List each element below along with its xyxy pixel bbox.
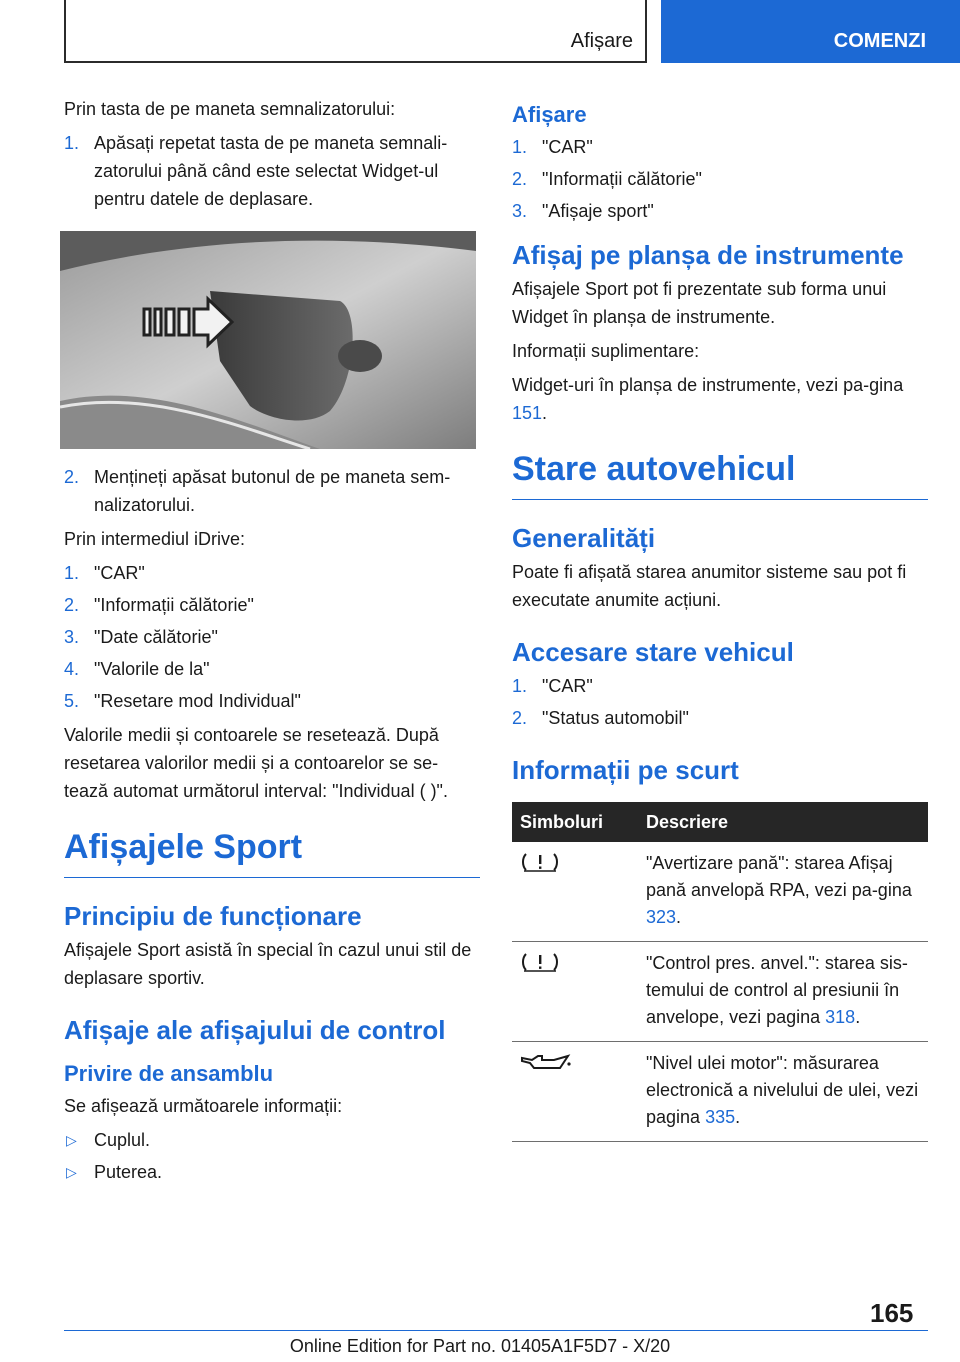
step-item bbox=[64, 623, 480, 651]
step-number: 2. bbox=[64, 595, 80, 615]
steps-stalk-b bbox=[64, 463, 480, 519]
heading-instrument-panel: Afișaj pe planșa de instrumente bbox=[512, 240, 904, 270]
principle-text: Afișajele Sport asistă în special în cazul unui stil de deplasare sportiv. bbox=[64, 940, 472, 988]
step-item bbox=[64, 129, 480, 213]
page-number: 165 bbox=[870, 1298, 914, 1328]
step-text: "CAR" bbox=[542, 137, 593, 157]
heading-control-display: Afișaje ale afișajului de control bbox=[64, 1015, 446, 1045]
step-number: 5. bbox=[64, 691, 80, 711]
step-text: "Status automobil" bbox=[542, 708, 689, 728]
page-link-151[interactable]: 151 bbox=[512, 403, 543, 423]
step-item bbox=[64, 591, 480, 619]
reset-text: Valorile medii și contoarele se resetează. După resetarea valorilor medii și a contoarelor se se-tează automat următorul interval: "Individual ( )". bbox=[64, 725, 448, 801]
step-text: Mențineți apăsat butonul de pe maneta sem-nalizatorului. bbox=[94, 467, 451, 515]
description-cell: "Control pres. anvel.": starea sis-temului de control al presiunii în anvelope, vezi pagina 318. bbox=[638, 942, 928, 1042]
symbols-table bbox=[512, 802, 928, 1142]
description-text: "Nivel ulei motor": măsurarea electronică a nivelului de ulei, vezi pagina bbox=[646, 1053, 919, 1127]
tire-pressure-warning-icon bbox=[520, 952, 560, 972]
overview-bullets bbox=[64, 1126, 480, 1186]
widgets-text: Widget-uri în planșa de instrumente, vezi pa-gina bbox=[512, 375, 904, 395]
panel-text: Afișajele Sport pot fi prezentate sub forma unui Widget în planșa de instrumente. bbox=[512, 279, 887, 327]
step-number: 2. bbox=[64, 467, 80, 487]
step-item bbox=[512, 133, 928, 161]
step-item bbox=[512, 704, 928, 732]
description-text: "Avertizare pană": starea Afișaj pană anvelopă RPA, vezi pa-gina bbox=[646, 853, 912, 900]
footer-divider bbox=[64, 1330, 928, 1331]
step-text: "Informații călătorie" bbox=[94, 595, 254, 615]
table-row bbox=[512, 842, 928, 942]
bullet-item bbox=[64, 1126, 480, 1154]
table-row bbox=[512, 1042, 928, 1142]
step-number: 2. bbox=[512, 169, 528, 189]
symbol-cell bbox=[512, 1042, 638, 1142]
extra-info-label: Informații suplimentare: bbox=[512, 341, 700, 361]
column-header-symbols: Simboluri bbox=[512, 802, 638, 842]
general-text: Poate fi afișată starea anumitor sisteme sau pot fi executate anumite acțiuni. bbox=[512, 562, 907, 610]
step-number: 1. bbox=[512, 676, 528, 696]
step-item bbox=[64, 559, 480, 587]
step-number: 1. bbox=[512, 137, 528, 157]
header-chapter-title: COMENZI bbox=[833, 30, 926, 52]
steps-stalk-a bbox=[64, 129, 480, 213]
bullet-text: Cuplul. bbox=[94, 1130, 151, 1150]
step-number: 3. bbox=[64, 627, 80, 647]
turn-signal-stalk-photo bbox=[60, 231, 476, 449]
description-cell: "Nivel ulei motor": măsurarea electronică a nivelului de ulei, vezi pagina 335. bbox=[638, 1042, 928, 1142]
page-link-335[interactable]: 335 bbox=[705, 1107, 736, 1127]
steps-access bbox=[512, 672, 928, 732]
table-row bbox=[512, 942, 928, 1042]
step-text: "Informații călătorie" bbox=[542, 169, 702, 189]
triangle-bullet-icon: ▷ bbox=[66, 1164, 77, 1180]
left-column bbox=[64, 95, 480, 1192]
bullet-text: Puterea. bbox=[94, 1162, 163, 1182]
step-number: 4. bbox=[64, 659, 80, 679]
heading-overview: Privire de ansamblu bbox=[64, 1061, 274, 1086]
step-item bbox=[64, 687, 480, 715]
step-text: "Afișaje sport" bbox=[542, 201, 654, 221]
oil-can-icon bbox=[520, 1052, 572, 1072]
bullet-item bbox=[64, 1158, 480, 1186]
step-text: "Resetare mod Individual" bbox=[94, 691, 301, 711]
page-link-318[interactable]: 318 bbox=[825, 1007, 856, 1027]
heading-sport-displays: Afișajele Sport bbox=[64, 827, 480, 878]
heading-principle: Principiu de funcționare bbox=[64, 901, 362, 931]
triangle-bullet-icon: ▷ bbox=[66, 1132, 77, 1148]
step-item bbox=[512, 165, 928, 193]
symbol-cell bbox=[512, 942, 638, 1042]
widgets-reference: Widget-uri în planșa de instrumente, vezi pa-gina 151. bbox=[512, 375, 904, 423]
overview-text: Se afișează următoarele informații: bbox=[64, 1096, 343, 1116]
header-chapter-tab bbox=[661, 0, 960, 63]
heading-afisare: Afișare bbox=[512, 102, 587, 127]
description-cell: "Avertizare pană": starea Afișaj pană anvelopă RPA, vezi pa-gina 323. bbox=[638, 842, 928, 942]
step-number: 3. bbox=[512, 201, 528, 221]
step-number: 1. bbox=[64, 563, 80, 583]
step-text: "CAR" bbox=[542, 676, 593, 696]
description-text: "Control pres. anvel.": starea sis-temului de control al presiunii în anvelope, vezi pagina bbox=[646, 953, 908, 1027]
right-column bbox=[512, 95, 928, 1142]
step-text: "Valorile de la" bbox=[94, 659, 210, 679]
step-text: Apăsați repetat tasta de pe maneta semnali-zatorului până când este selectat Widget-ul pentru datele de deplasare. bbox=[94, 133, 448, 209]
column-header-description: Descriere bbox=[638, 802, 928, 842]
heading-vehicle-state: Stare autovehicul bbox=[512, 449, 928, 500]
step-number: 2. bbox=[512, 708, 528, 728]
symbol-cell bbox=[512, 842, 638, 942]
steps-afisare bbox=[512, 133, 928, 225]
header-section-title: Afișare bbox=[570, 30, 633, 52]
step-item bbox=[64, 463, 480, 519]
footer-edition: Online Edition for Part no. 01405A1F5D7 - X/20 bbox=[289, 1336, 671, 1356]
heading-access-state: Accesare stare vehicul bbox=[512, 637, 794, 667]
step-item bbox=[512, 197, 928, 225]
steps-idrive bbox=[64, 559, 480, 715]
heading-brief-info: Informații pe scurt bbox=[512, 755, 739, 785]
step-text: "Date călătorie" bbox=[94, 627, 218, 647]
intro-stalk: Prin tasta de pe maneta semnalizatorului: bbox=[64, 99, 396, 119]
heading-general: Generalități bbox=[512, 523, 656, 553]
intro-idrive: Prin intermediul iDrive: bbox=[64, 529, 246, 549]
header-section-box bbox=[64, 0, 647, 63]
step-item bbox=[512, 672, 928, 700]
step-text: "CAR" bbox=[94, 563, 145, 583]
table-header-row bbox=[512, 802, 928, 842]
tire-pressure-warning-icon bbox=[520, 852, 560, 872]
step-number: 1. bbox=[64, 133, 80, 153]
step-item bbox=[64, 655, 480, 683]
page-link-323[interactable]: 323 bbox=[646, 907, 677, 927]
